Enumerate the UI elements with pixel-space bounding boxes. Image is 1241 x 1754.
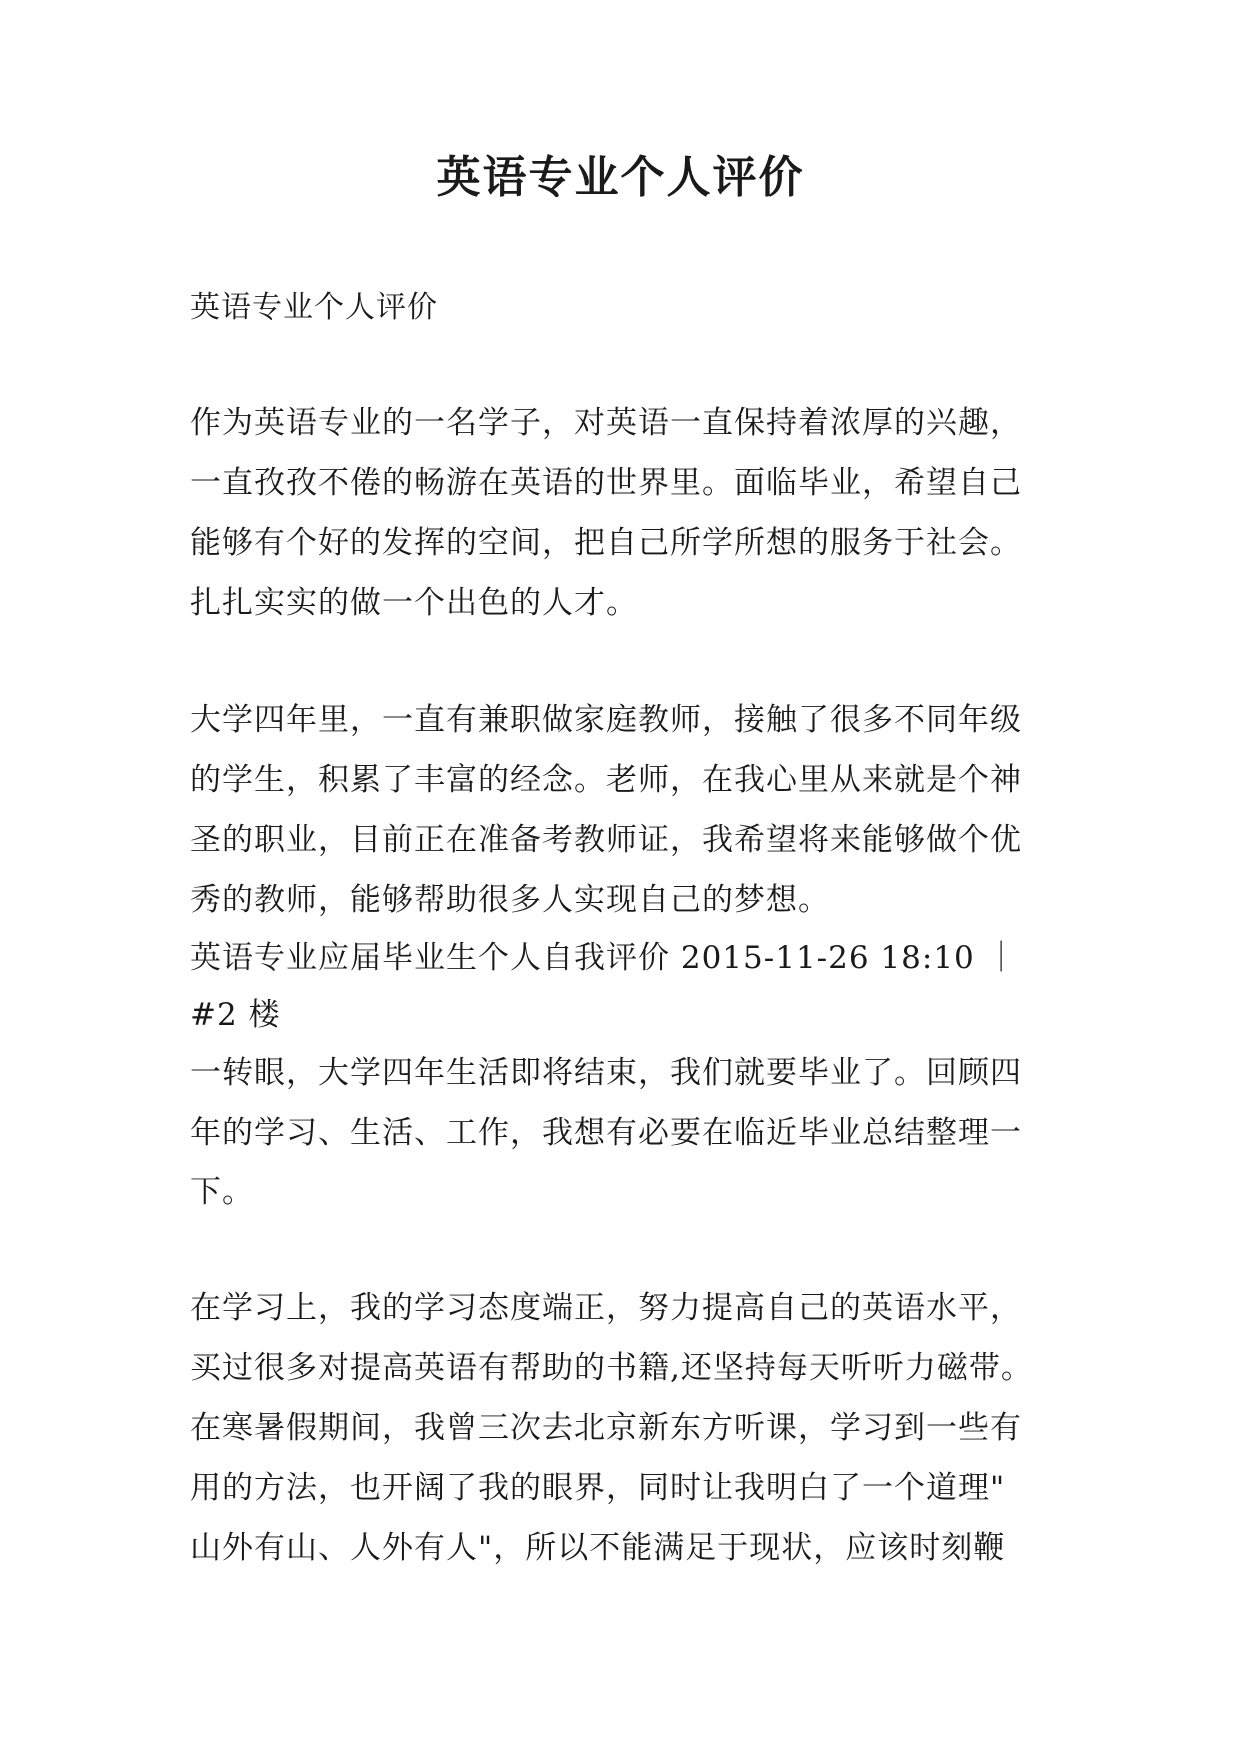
text-line: 能够有个好的发挥的空间，把自己所学所想的服务于社会。 xyxy=(190,525,1022,561)
text-line: 山外有山、人外有人"，所以不能满足于现状，应该时刻鞭 xyxy=(190,1530,1006,1566)
text-line: 一直孜孜不倦的畅游在英语的世界里。面临毕业，希望自己 xyxy=(190,465,1022,501)
text-line: 年的学习、生活、工作，我想有必要在临近毕业总结整理一 xyxy=(190,1115,1022,1151)
text-line: 秀的教师，能够帮助很多人实现自己的梦想。 xyxy=(190,882,830,918)
text-line: 扎扎实实的做一个出色的人才。 xyxy=(190,585,638,621)
document-subtitle: 英语专业个人评价 xyxy=(190,290,438,325)
post-floor-label: #2 楼 xyxy=(190,997,281,1033)
text-line: 用的方法，也开阔了我的眼界，同时让我明白了一个道理" xyxy=(190,1470,1006,1506)
text-line: 一转眼，大学四年生活即将结束，我们就要毕业了。回顾四 xyxy=(190,1055,1022,1091)
text-line: 大学四年里，一直有兼职做家庭教师，接触了很多不同年级 xyxy=(190,702,1022,738)
text-line: 下。 xyxy=(190,1174,254,1210)
text-line: 在寒暑假期间，我曾三次去北京新东方听课，学习到一些有 xyxy=(190,1410,1022,1446)
text-line: 在学习上，我的学习态度端正，努力提高自己的英语水平， xyxy=(190,1290,1022,1326)
text-line: 圣的职业，目前正在准备考教师证，我希望将来能够做个优 xyxy=(190,822,1022,858)
post-header-title: 英语专业应届毕业生个人自我评价 2015-11-26 18:10 ｜ xyxy=(190,940,1018,976)
page-title: 英语专业个人评价 xyxy=(436,152,805,203)
text-line: 买过很多对提高英语有帮助的书籍,还坚持每天听听力磁带。 xyxy=(190,1350,1033,1386)
text-line: 的学生，积累了丰富的经念。老师，在我心里从来就是个神 xyxy=(190,762,1022,798)
text-line: 作为英语专业的一名学子，对英语一直保持着浓厚的兴趣， xyxy=(190,405,1022,441)
